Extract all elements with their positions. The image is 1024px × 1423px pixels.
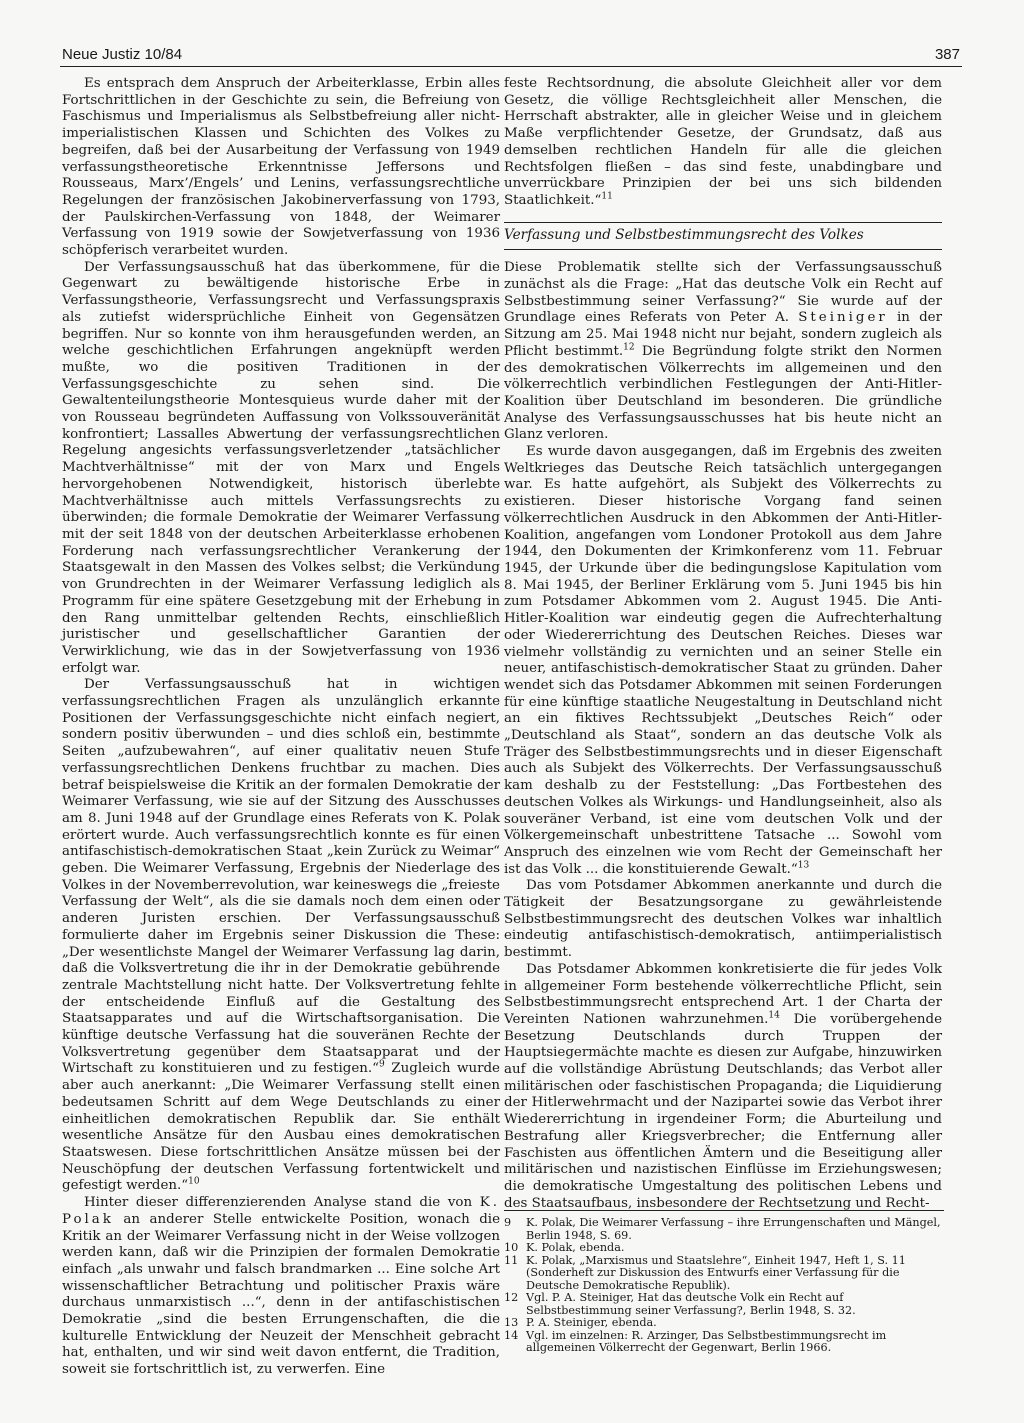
footnote-text: Vgl. P. A. Steiniger, Hat das deutsche Volk ein Recht auf Selbstbestimmung seiner Verfassung?, Berlin 1948, S. 32. — [526, 1291, 856, 1317]
footnote — [504, 1242, 944, 1255]
footnote-number: 10 — [504, 1241, 519, 1254]
left-column — [62, 76, 500, 1379]
right-column — [504, 76, 942, 1212]
paragraph-text: Die Begründung folgte strikt den Normen des demokratischen Völkerrechts im allgemeinen und den völkerrechtlich verbindlichen Festlegungen der Anti-Hitler-Koalition über Deutschland im besonderen. Die gründliche Analyse des Verfassungsausschusses hat bis heute nicht an Glanz verloren. — [504, 343, 942, 443]
footnote — [504, 1317, 944, 1330]
paragraph — [504, 962, 942, 1213]
paragraph-text: Die vorübergehende Besetzung Deutschlands durch Truppen der Hauptsiegermächte machte es diesen zur Aufgabe, hinzuwirken auf die vollständige Abrüstung Deutschlands; das Verbot aller militärischen oder faschistischen Propaganda; die Liquidierung der Hitlerwehrmacht und der Nazipartei sowie das Verbot ihrer Wiedererrichtung in irgendeiner Form; die Aburteilung und Bestrafung aller Kriegsverbrecher; die Entfernung aller Faschisten aus öffentlichen Ämtern und die Beseitigung aller militärischen und nazistischen Einflüsse im Erziehungswesen; die demokratische Umgestaltung des politischen Lebens und des Staatsaufbaus, insbesondere der Rechtsetzung und Recht- — [504, 1011, 942, 1211]
footnote-ref[interactable]: 10 — [188, 1176, 200, 1187]
footnote-text: K. Polak, Die Weimarer Verfassung – ihre Errungenschaften und Mängel, Berlin 1948, S. 69. — [526, 1216, 941, 1242]
paragraph — [504, 76, 942, 210]
footnote-number: 11 — [504, 1253, 519, 1267]
section-heading: Verfassung und Selbstbestimmungsrecht des Volkes — [504, 222, 942, 251]
footnote-text: K. Polak, ebenda. — [526, 1241, 625, 1254]
footnote-ref[interactable]: 11 — [601, 191, 613, 202]
footnote-text: P. A. Steiniger, ebenda. — [526, 1316, 657, 1329]
paragraph — [62, 76, 500, 260]
footnote-ref[interactable]: 9 — [379, 1060, 385, 1071]
paragraph-text: Der Verfassungsausschuß hat in wichtigen verfassungsrechtlichen Fragen als unzulänglich erkannte Positionen der Verfassungsgeschichte nicht einfach negiert, sondern positiv überwunden – und dies schloß ein, bestimmte Seiten „aufzubewahren“, auf einer qualitativ neuen Stufe verfassungsrechtlichen Denkens fruchtbar zu machen. Dies betraf beispielsweise die Kritik an der formalen Demokratie der Weimarer Verfassung, wie sie auf der Sitzung des Ausschusses am 8. Juni 1948 auf der Grundlage eines Referats von K. Polak erörtert wurde. Auch verfassungsrechtlich konnte es für einen antifaschistisch-demokratischen Staat „kein Zurück zu Weimar“ geben. Die Weimarer Verfassung, Ergebnis der Niederlage des Volkes in der Novemberrevolution, war keineswegs die „freieste Verfassung der Welt“, als die sie damals noch dem einen oder anderen Juristen erschien. Der Verfassungsausschuß formulierte daher im Ergebnis seiner Diskussion die These: „Der wesentlichste Mangel der Weimarer Verfassung lag darin, daß die Volksvertretung die ihr in der Demokratie gebührende zentrale Machtstellung nicht hatte. Der Volksvertretung fehlte der entscheidende Einfluß auf die Gestaltung des Staatsapparates und auf die Wirtschaftsorganisation. Die künftige deutsche Verfassung hat die souveränen Rechte der Volksvertretung gegenüber dem Staatsapparat und der Wirtschaft zu konstituieren und zu festigen.“ — [62, 677, 500, 1077]
footnote — [504, 1255, 944, 1293]
footnote-number: 12 — [504, 1291, 519, 1304]
paragraph — [504, 260, 942, 444]
paragraph — [504, 878, 942, 962]
footnote-text: K. Polak, „Marxismus und Staatslehre“, Einheit 1947, Heft 1, S. 11 (Sonderheft zur Diskussion des Entwurfs einer Verfassung für die Deutsche Demokratische Republik). — [526, 1253, 906, 1292]
paragraph-text: Hinter dieser differenzierenden Analyse stand die von — [84, 1195, 480, 1211]
footnote — [504, 1292, 944, 1317]
footnote-ref[interactable]: 12 — [623, 342, 635, 353]
page-number: 387 — [934, 46, 960, 63]
paragraph-text: Es wurde davon ausgegangen, daß im Ergebnis des zweiten Weltkrieges das Deutsche Reich tatsächlich untergegangen war. Es hatte aufgehört, als Subjekt des Völkerrechts zu existieren. Dieser historische Vorgang fand seinen völkerrechtlichen Ausdruck in den Abkommen der Anti-Hitler-Koalition, angefangen vom Londoner Protokoll aus dem Jahre 1944, den Dokumenten der Krimkonferenz vom 11. Februar 1945, der Urkunde über die bedingungslose Kapitulation vom 8. Mai 1945, der Berliner Erklärung vom 5. Juni 1945 bis hin zum Potsdamer Abkommen vom 2. August 1945. Die Anti-Hitler-Koalition war eindeutig gegen die Aufrechterhaltung oder Wiedererrichtung des Deutschen Reiches. Dieses war vielmehr vollständig zu vernichten und an seiner Stelle ein neuer, antifaschistisch-demokratischer Staat zu gründen. Daher wendet sich das Potsdamer Abkommen mit seinen Forderungen für eine künftige staatliche Neugestaltung in Deutschland nicht an ein fiktives Rechtssubjekt „Deutsches Reich“ oder „Deutschland als Staat“, sondern an das deutsche Volk als Träger des Selbstbestimmungsrechts und in dieser Eigenschaft auch als Subjekt des Völkerrechts. Der Verfassungsausschuß kam deshalb zu der Feststellung: „Das Fortbestehen des deutschen Volkes als Wirkungs- und Handlungseinheit, also als souveräner Verband, ist eine vom deutschen Volk und der Völkergemeinschaft unbestrittene Tatsache ... Sowohl vom Anspruch des einzelnen wie vom Recht der Gemeinschaft her ist das Volk ... die konstituierende Gewalt.“ — [504, 444, 942, 877]
footnote-number: 9 — [504, 1216, 512, 1229]
paragraph-text: Zugleich wurde aber auch anerkannt: „Die Weimarer Verfassung stellt einen bedeutsamen Schritt auf dem Wege Deutschlands zu einer einheitlichen demokratischen Republik dar. Sie enthält wesentliche Ansätze für den Ausbau eines demokratischen Staatswesen. Diese fortschrittlichen Ansätze müssen bei der Neuschöpfung der deutschen Verfassung fortentwickelt und gefestigt werden.“ — [62, 1061, 500, 1194]
paragraph-text: an anderer Stelle entwickelte Position, wonach die Kritik an der Weimarer Verfassung nicht in der Weise vollzogen werden kann, daß wir die Prinzipien der formalen Demokratie einfach „als unwahr und falsch brandmarken ... Eine solche Art wissenschaftlicher Betrachtung und politischer Praxis wäre durchaus unmarxistisch ...“, denn in der antifaschistischen Demokratie „sind die besten Errungenschaften, die die kulturelle Entwicklung der Neuzeit der Menschheit gebracht hat, enthalten, und wir sind weit davon entfernt, die Tradition, soweit sie fortschrittlich ist, zu verwerfen. Eine — [62, 1211, 500, 1378]
paragraph-text: Diese Problematik stellte sich der Verfassungsausschuß zunächst als die Frage: „Hat das deutsche Volk ein Recht auf Selbstbestimmung seiner Verfassung?“ Sie wurde auf der Grundlage eines Referats von Peter A. — [504, 260, 942, 326]
paragraph-text: feste Rechtsordnung, die absolute Gleichheit aller vor dem Gesetz, die völlige Rechtsgleichheit aller Menschen, die Herrschaft abstrakter, alle in gleicher Weise und in gleichem Maße verpflichtender Gesetze, der Grundsatz, daß aus demselben rechtlichen Handeln für alle die gleichen Rechtsfolgen fließen – das sind feste, unabdingbare und unverrückbare Prinzipien der bei uns sich bildenden Staatlichkeit.“ — [504, 76, 942, 208]
running-header — [60, 44, 962, 67]
paragraph-text: in der Sitzung am 25. Mai 1948 nicht nur bejaht, sondern zugleich als Pflicht bestimmt. — [504, 310, 942, 359]
footnote-ref[interactable]: 13 — [797, 860, 810, 871]
paragraph — [504, 444, 942, 878]
author-name: K. Polak — [62, 1195, 500, 1227]
paragraph — [62, 677, 500, 1195]
footnote-ref[interactable]: 14 — [768, 1010, 780, 1021]
paragraph-text: Das vom Potsdamer Abkommen anerkannte und durch die Tätigkeit der Besatzungsorgane zu gewährleistende Selbstbestimmungsrecht des deutschen Volkes war inhaltlich eindeutig antifaschistisch-demokratisch, antiimperialistisch bestimmt. — [504, 878, 942, 961]
paragraph — [62, 260, 500, 678]
footnote-number: 14 — [504, 1328, 519, 1342]
footnote-text: Vgl. im einzelnen: R. Arzinger, Das Selbstbestimmungsrecht im allgemeinen Völkerrecht der Gegenwart, Berlin 1966. — [526, 1328, 887, 1354]
footnote-number: 13 — [504, 1316, 519, 1329]
footnotes — [504, 1210, 944, 1355]
footnote — [504, 1217, 944, 1242]
footnote — [504, 1330, 944, 1355]
paragraph-text: Der Verfassungsausschuß hat das überkommene, für die Gegenwart zu bewältigende historische Erbe in Verfassungstheorie, Verfassungsrecht und Verfassungspraxis als zutiefst widersprüchliche Einheit von Gegensätzen begriffen. Nur so konnte von ihm herausgefunden werden, an welche geschichtlichen Erfahrungen angeknüpft werden mußte, wo die positiven Traditionen in der Verfassungsgeschichte zu sehen sind. Die Gewaltenteilungstheorie Montesquieus wurde daher mit der von Rousseau begründeten Auffassung von Volkssouveränität konfrontiert; Lassalles Abwertung der verfassungsrechtlichen Regelung angesichts verfassungsverletzender „tatsächlicher Machtverhältnisse“ mit der von Marx und Engels hervorgehobenen Notwendigkeit, historisch überlebte Machtverhältnisse auch mittels Verfassungsrechts zu überwinden; die formale Demokratie der Weimarer Verfassung mit der seit 1848 von der deutschen Arbeiterklasse erhobenen Forderung nach verfassungsrechtlicher Verankerung der Staatsgewalt in den Massen des Volkes selbst; die Verkündung von Grundrechten in der Weimarer Verfassung lediglich als Programm für eine spätere Gesetzgebung mit der Erhebung in den Rang unmittelbar geltenden Rechts, einschließlich juristischer und gesellschaftlicher Garantien der Verwirklichung, wie das in der Sowjetverfassung von 1936 erfolgt war. — [62, 259, 500, 676]
paragraph-text: Es entsprach dem Anspruch der Arbeiterklasse, Erbin alles Fortschrittlichen in der Geschichte zu sein, die Befreiung von Faschismus und Imperialismus als Selbstbefreiung aller nicht-imperialistischen Klassen und Schichten des Volkes zu begreifen, daß bei der Ausarbeitung der Verfassung von 1949 verfassungstheoretische Erkenntnisse Jeffersons und Rousseaus, Marx’/Engels’ und Lenins, verfassungsrechtliche Regelungen der französischen Jakobinerverfassung von 1793, der Paulskirchen-Verfassung von 1848, der Weimarer Verfassung von 1919 sowie der Sowjetverfassung von 1936 schöpferisch verarbeitet wurden. — [62, 76, 500, 259]
author-name: Steiniger — [798, 310, 888, 326]
paragraph-text: Das Potsdamer Abkommen konkretisierte die für jedes Volk in allgemeiner Form bestehende völkerrechtliche Pflicht, sein Selbstbestimmungsrecht entsprechend Art. 1 der Charta der Vereinten Nationen wahrzunehmen. — [504, 961, 942, 1027]
paragraph — [62, 1195, 500, 1379]
journal-title: Neue Justiz 10/84 — [62, 46, 183, 63]
